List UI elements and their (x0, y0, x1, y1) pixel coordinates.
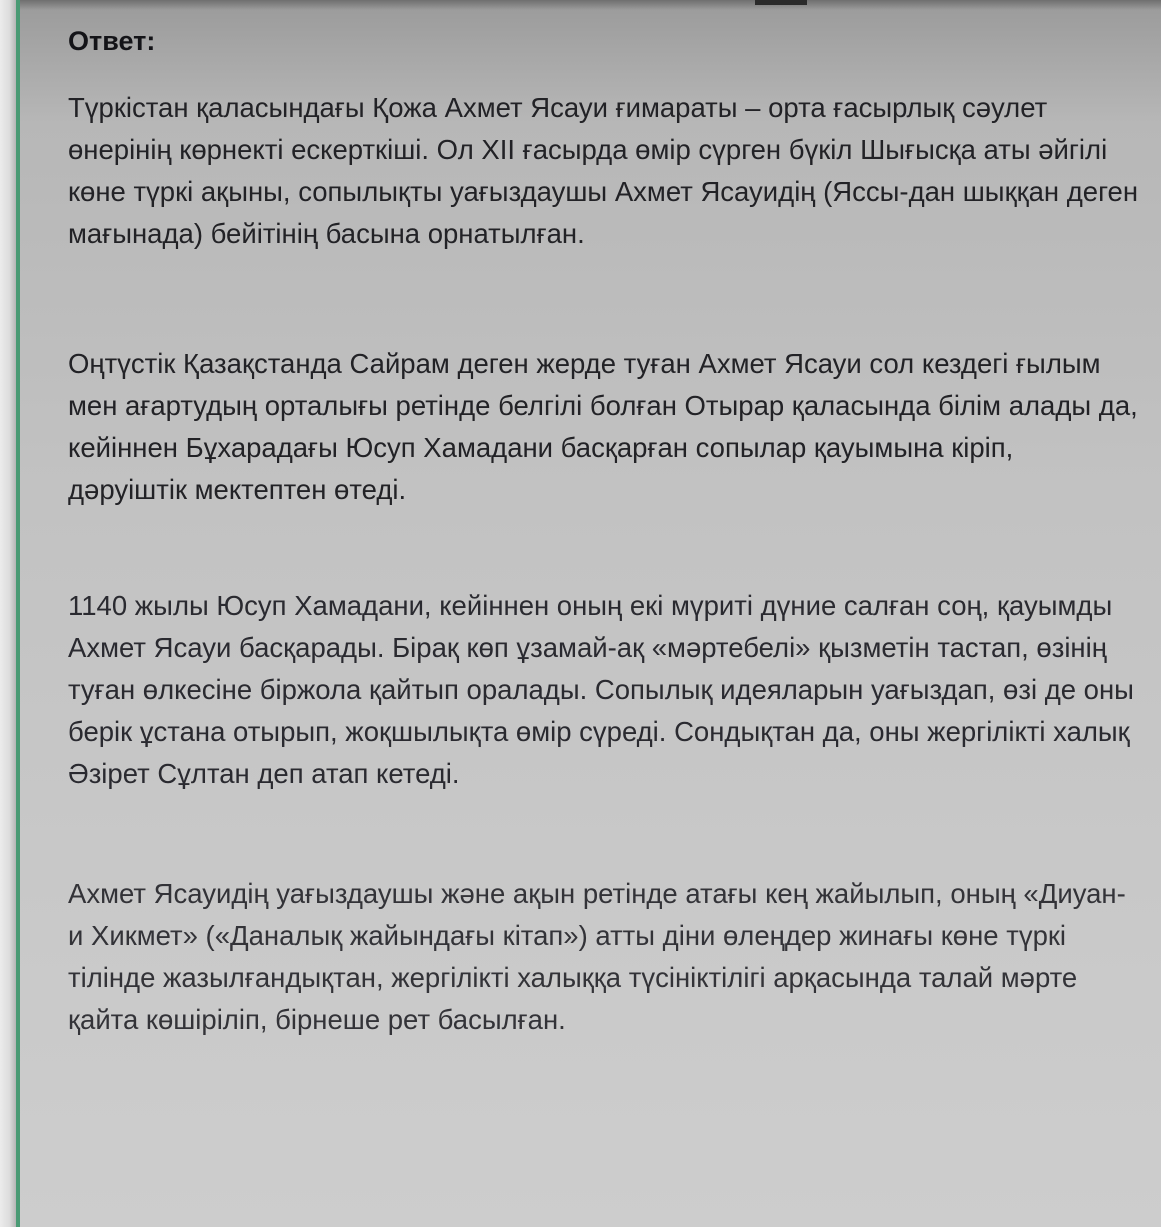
answer-paragraph-1: Түркістан қаласындағы Қожа Ахмет Ясауи ғимараты – орта ғасырлық сәулет өнерінің көрнекті ескерткіші. Ол XII ғасырда өмір сүрген бүкіл Шығысқа аты әйгілі көне түркі ақыны, сопылықты уағыздаушы Ахмет Ясауидің (Яссы-дан шыққан деген мағынада) бейітінің басына орнатылған. (68, 92, 1139, 249)
answer-paragraph-3: 1140 жылы Юсуп Хамадани, кейіннен оның екі мүриті дүние салған соң, қауымды Ахмет Ясауи басқарады. Бірақ көп ұзамай-ақ «мәртебелі» қызметін тастап, өзінің туған өлкесіне біржола қайтып оралады. Сопылық идеяларын уағыздап, өзі де оны берік ұстана отырып, жоқшылықта өмір сүреді. Сондықтан да, оны жергілікті халық Әзірет Сұлтан деп атап кетеді. (68, 590, 1134, 789)
page-left-border (0, 0, 16, 1227)
answer-block (68, 26, 1138, 1041)
answer-label: Ответ: (68, 26, 156, 56)
answer-paragraph-2: Оңтүстік Қазақстанда Сайрам деген жерде туған Ахмет Ясауи сол кездегі ғылым мен ағартудың орталығы ретінде белгілі болған Отырар қаласында білім алады да, кейіннен Бұхарадағы Юсуп Хамадани басқарған сопылар қауымына кіріп, дәруіштік мектептен өтеді. (68, 348, 1138, 505)
answer-paragraph-4: Ахмет Ясауидің уағыздаушы және ақын ретінде атағы кең жайылып, оның «Диуан-и Хикмет» («Даналық жайындағы кітап») атты діни өлеңдер жинағы көне түркі тілінде жазылғандықтан, жергілікті халыққа түсініктілігі арқасында талай мәрте қайта көшіріліп, бірнеше рет басылған. (68, 878, 1126, 1035)
top-edge-mark (755, 0, 807, 5)
top-shadow (20, 0, 1161, 10)
answer-accent-rule (16, 0, 20, 1227)
